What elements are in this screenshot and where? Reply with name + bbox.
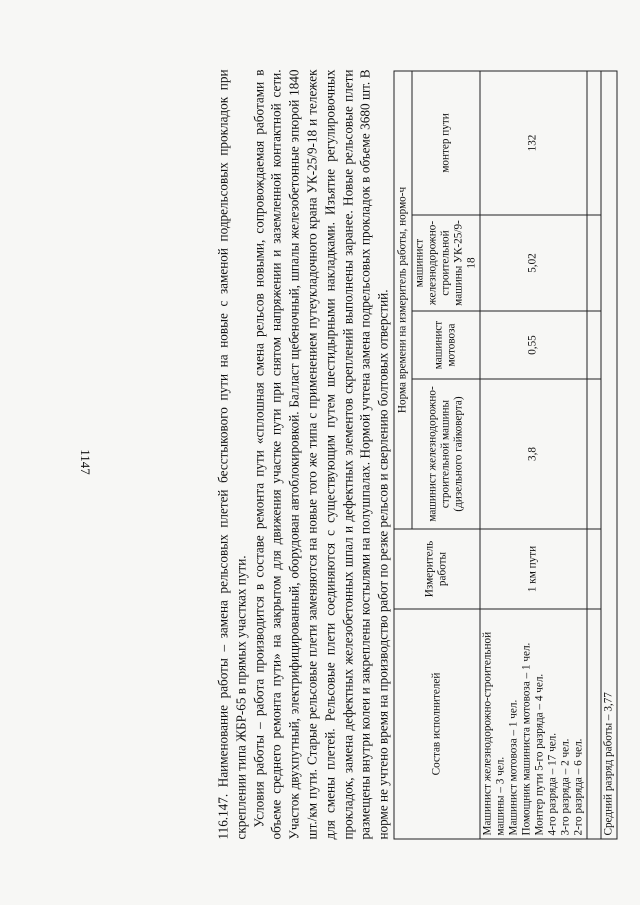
work-conditions: Условия работы – работа производится в составе ремонта пути «сплошная смена рельсов новыми, сопровождаемая работами в объеме среднего ремонта пути» на закрытом для движения участке пути при снятом напряжении и заземленной контактной сети. Участок двухпутный, электрифицированный, оборудован автоблокировкой. Балласт щебеночный, шпалы железобетонные эпюрой 1840 шт./км пути. Старые рельсовые плети заменяются на новые того же типа с применением путеукладочного крана УК-25/9-18 и тележек для смены плетей. Рельсовые плети соединяются с существующим путем шестидырными накладками. Изъятие регулировочных прокладок, замена дефектных железобетонных шпал и дефектных элементов скреплений выполнены заранее. Новые рельсовые плети размещены внутри колеи и закреплены костылями на полушпалах. Нормой учтена замена подрельсовых прокладок в объеме 3680 шт. В норме не учтено время на производство работ по резке рельсов и сверлению болтовых отверстий. — [251, 69, 391, 840]
value-cell: 0,55 — [480, 311, 587, 379]
crew-line: Машинист железнодорожно-строительной машины – 3 чел. — [481, 631, 507, 836]
spacer-cell — [587, 609, 601, 839]
header-machinist-crane: машинист железнодорожно-строительной машины УК-25/9-18 — [412, 215, 480, 311]
crew-line: Машинист мотовоза – 1 чел. — [507, 699, 520, 836]
page-number: 1147 — [78, 449, 93, 475]
spacer-cell — [587, 379, 601, 529]
header-track-worker: монтер пути — [412, 71, 480, 215]
header-crew: Состав исполнителей — [394, 609, 480, 839]
rotated-page-content — [215, 69, 615, 840]
crew-line: Монтер пути 5-го разряда – 4 чел. — [533, 673, 546, 836]
crew-cell — [480, 609, 587, 839]
crew-line: 2-го разряда – 6 чел. — [572, 738, 585, 836]
value-cell: 5,02 — [480, 215, 587, 311]
crew-line: Помощник машиниста мотовоза – 1 чел. — [520, 642, 533, 836]
header-machinist-nut-runner: машинист железнодорожно-строительной машины (дизельного гайковерта) — [412, 379, 480, 529]
crew-line: 4-го разряда – 17 чел. — [546, 732, 559, 836]
norm-table — [393, 70, 617, 839]
header-unit: Измеритель работы — [394, 529, 480, 609]
value-cell: 132 — [480, 71, 587, 215]
spacer-cell — [587, 71, 601, 215]
header-norm-group: Норма времени на измеритель работы, нормо-ч — [394, 71, 412, 529]
crew-line: 3-го разряда – 2 чел. — [559, 738, 572, 836]
header-machinist-motor-car: машинист мотовоза — [412, 311, 480, 379]
unit-cell: 1 км пути — [480, 529, 587, 609]
value-cell: 3,8 — [480, 379, 587, 529]
spacer-cell — [587, 215, 601, 311]
average-grade: Средний разряд работы – 3,77 — [601, 71, 617, 839]
work-heading: 116.147. Наименование работы – замена рельсовых плетей бесстыкового пути на новые с заменой подрельсовых прокладок при скреплении типа ЖБР-65 в прямых участках пути. — [215, 69, 249, 840]
spacer-cell — [587, 311, 601, 379]
spacer-cell — [587, 529, 601, 609]
